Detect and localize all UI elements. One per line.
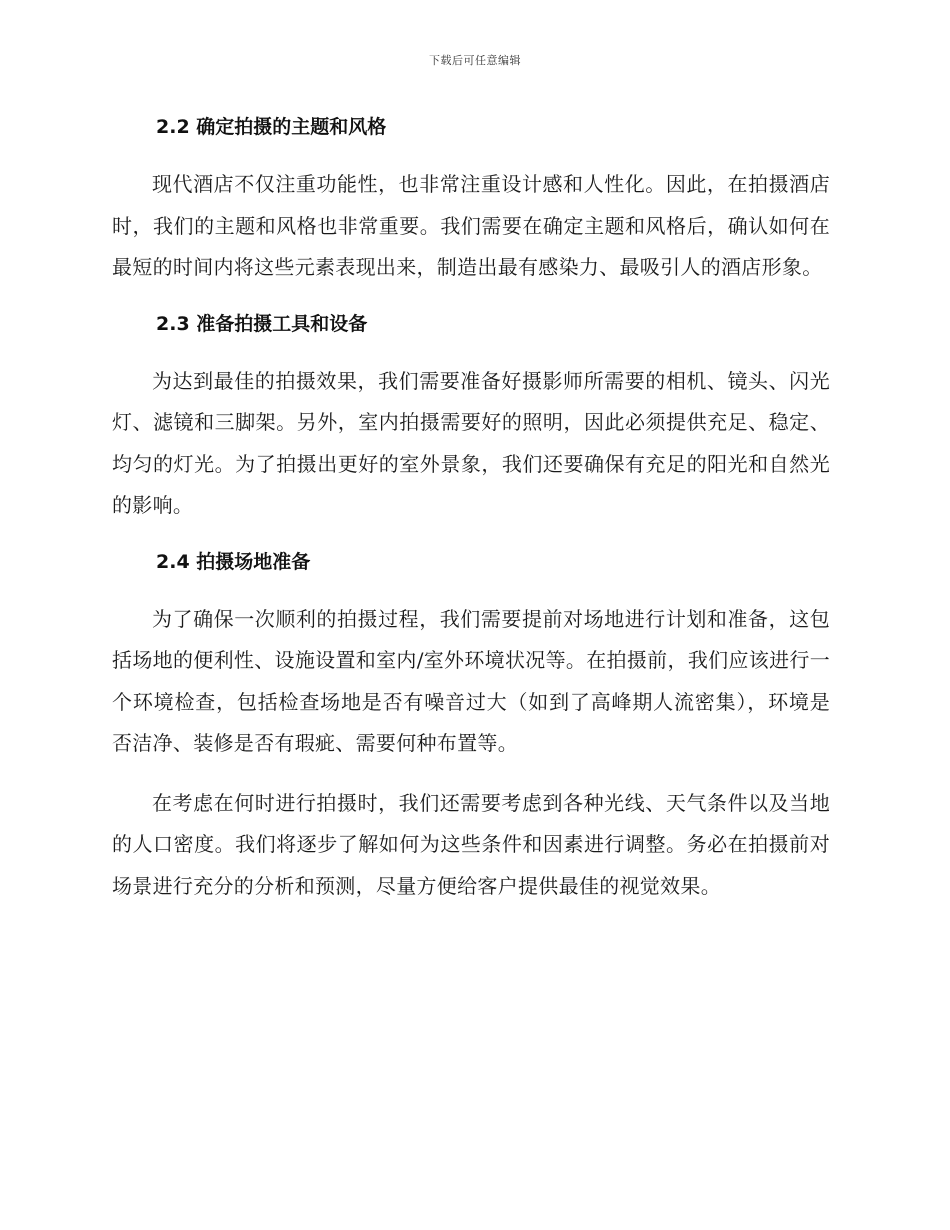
- paragraph: 现代酒店不仅注重功能性，也非常注重设计感和人性化。因此，在拍摄酒店时，我们的主题和风格也非常重要。我们需要在确定主题和风格后，确认如何在最短的时间内将这些元素表现出来，制造出最有感染力、最吸引人的酒店形象。: [112, 172, 830, 279]
- paragraph: 为了确保一次顺利的拍摄过程，我们需要提前对场地进行计划和准备，这包括场地的便利性、设施设置和室内/室外环境状况等。在拍摄前，我们应该进行一个环境检查，包括检查场地是否有噪音过大（如到了高峰期人流密集），环境是否洁净、装修是否有瑕疵、需要何种布置等。: [112, 606, 830, 755]
- document-body: [112, 110, 830, 907]
- section-heading: 2.3 准备拍摄工具和设备: [156, 312, 368, 335]
- page-header: 下载后可任意编辑: [429, 54, 521, 67]
- section-2-2: [112, 110, 830, 307]
- section-heading: 2.2 确定拍摄的主题和风格: [156, 116, 387, 138]
- section-2-4: [112, 545, 830, 908]
- section-heading: 2.4 拍摄场地准备: [156, 550, 311, 573]
- section-2-3: [112, 307, 830, 545]
- paragraph: 在考虑在何时进行拍摄时，我们还需要考虑到各种光线、天气条件以及当地的人口密度。我们将逐步了解如何为这些条件和因素进行调整。务必在拍摄前对场景进行充分的分析和预测，尽量方便给客户提供最佳的视觉效果。: [112, 790, 830, 898]
- paragraph: 为达到最佳的拍摄效果，我们需要准备好摄影师所需要的相机、镜头、闪光灯、滤镜和三脚架。另外，室内拍摄需要好的照明，因此必须提供充足、稳定、均匀的灯光。为了拍摄出更好的室外景象，我们还要确保有充足的阳光和自然光的影响。: [112, 368, 830, 517]
